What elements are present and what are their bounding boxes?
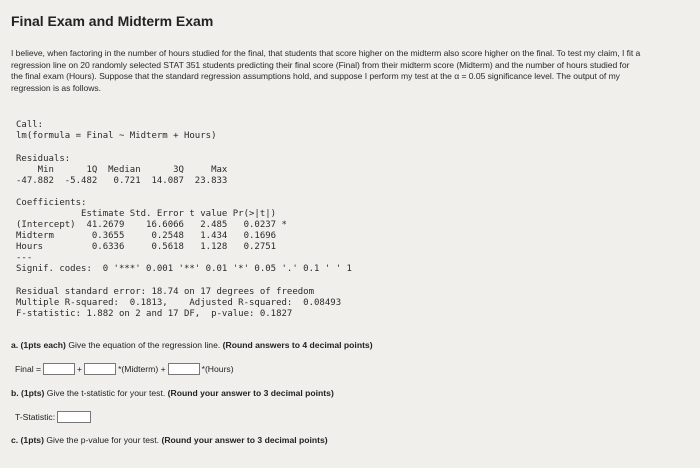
hours-label: *(Hours) (201, 364, 234, 374)
midterm-coef-input[interactable] (84, 363, 116, 375)
midterm-label: *(Midterm) + (118, 364, 166, 374)
page-title: Final Exam and Midterm Exam (11, 13, 214, 29)
problem-description: I believe, when factoring in the number of hours studied for the final, that students that score higher on the midterm also score higher on the final. To test my claim, I fit a regression line on 20 randomly selected STAT 351 students predicting their final score (Final) from their midterm score (Midterm) and the number of hours studied for the final exam (Hours). Suppose that the standard regression assumptions hold, and suppose I perform my test at the α = 0.05 significance level. The output of my regression is as follows. (11, 48, 641, 93)
regression-call: Call: lm(formula = Final ~ Midterm + Hours) (16, 120, 217, 141)
regression-residuals: Residuals: Min 1Q Median 3Q Max -47.882 -5.482 0.721 14.087 23.833 (16, 154, 228, 186)
question-a: a. (1pts each) Give the equation of the regression line. (Round answers to 4 decimal points) (11, 340, 373, 350)
hours-coef-input[interactable] (168, 363, 200, 375)
t-statistic-label: T-Statistic: (15, 412, 56, 422)
regression-coefficients: Coefficients: Estimate Std. Error t value Pr(>|t|) (Intercept) 41.2679 16.6066 2.485 0.0237 * Midterm 0.3655 0.2548 1.434 0.1696 Hours 0.6336 0.5618 1.128 0.2751 --- Signif. codes: 0 '***' 0.001 '**' 0.01 '*' 0.05 '.' 0.1 ' ' 1 (16, 198, 352, 274)
question-c: c. (1pts) Give the p-value for your test. (Round your answer to 3 decimal points) (11, 435, 328, 445)
question-a-answer-line (15, 363, 234, 375)
intercept-input[interactable] (43, 363, 75, 375)
t-statistic-input[interactable] (57, 411, 91, 423)
plus-sign: + (77, 364, 83, 374)
question-b: b. (1pts) Give the t-statistic for your test. (Round your answer to 3 decimal points) (11, 388, 334, 398)
final-label: Final = (15, 364, 42, 374)
regression-summary: Residual standard error: 18.74 on 17 degrees of freedom Multiple R-squared: 0.1813, Adjusted R-squared: 0.08493 F-statistic: 1.882 on 2 and 17 DF, p-value: 0.1827 (16, 287, 342, 319)
question-b-answer-line (15, 411, 93, 423)
